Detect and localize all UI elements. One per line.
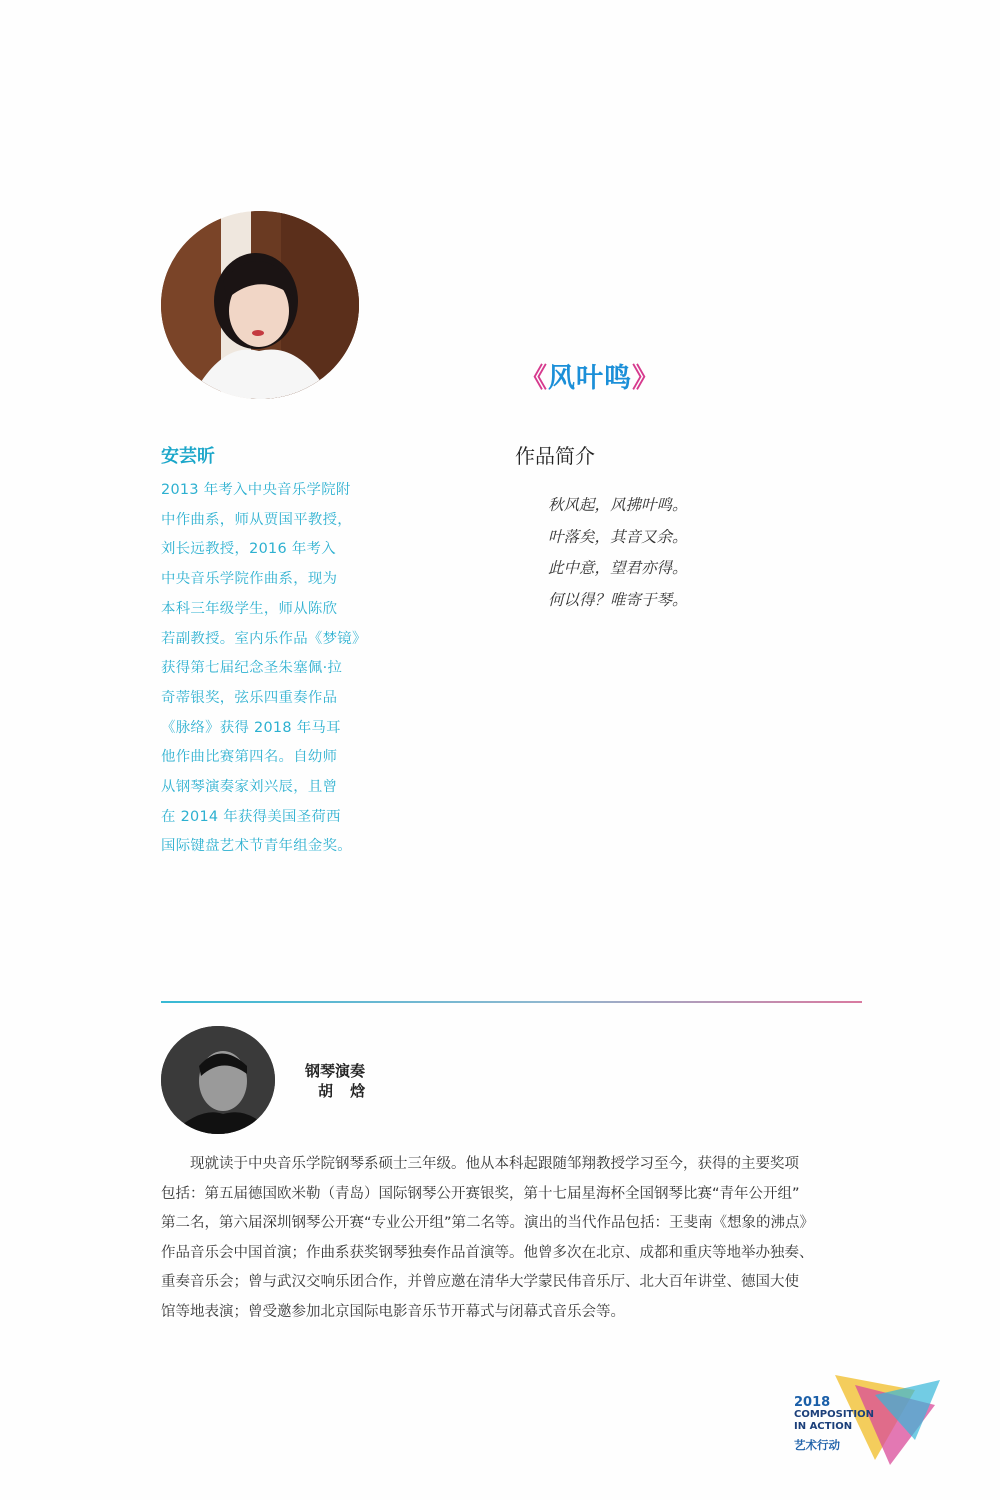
logo-year: 2018 — [794, 1395, 831, 1410]
composer-bio-line: 刘长远教授，2016 年考入 — [161, 541, 336, 558]
section-divider — [161, 1001, 862, 1003]
work-title-close-quote: 》 — [632, 363, 660, 394]
work-title-open-quote: 《 — [520, 363, 548, 394]
performer-bio-line: 重奏音乐会；曾与武汉交响乐团合作，并曾应邀在清华大学蒙民伟音乐厅、北大百年讲堂、德国大使 — [161, 1274, 799, 1291]
performer-photo — [161, 1026, 275, 1134]
composer-bio-line: 本科三年级学生，师从陈欣 — [161, 600, 338, 617]
poem-line: 何以得？唯寄于琴。 — [548, 590, 688, 609]
composer-bio-line: 2013 年考入中央音乐学院附 — [161, 482, 351, 498]
composer-photo-image — [161, 211, 359, 399]
composer-bio-line: 奇蒂银奖，弦乐四重奏作品 — [161, 689, 338, 706]
performer-role: 钢琴演奏 — [305, 1062, 366, 1080]
logo-text-line2: IN ACTION — [794, 1421, 853, 1432]
section-heading: 作品简介 — [515, 444, 595, 468]
logo-text-cn: 艺术行动 — [794, 1438, 840, 1452]
performer-bio-line: 包括：第五届德国欧米勒（青岛）国际钢琴公开赛银奖，第十七届星海杯全国钢琴比赛“青年公开组” — [161, 1185, 800, 1202]
work-title — [520, 356, 660, 395]
logo-text-line1: COMPOSITION — [794, 1409, 874, 1420]
performer-bio-line: 作品音乐会中国首演；作曲系获奖钢琴独奏作品首演等。他曾多次在北京、成都和重庆等地举办独奏、 — [161, 1244, 814, 1261]
composer-bio-line: 中央音乐学院作曲系，现为 — [161, 571, 338, 588]
performer-bio — [161, 1150, 866, 1328]
composer-name: 安芸昕 — [161, 446, 215, 467]
composer-bio-line: 他作曲比赛第四名。自幼师 — [161, 749, 338, 766]
poem — [548, 490, 688, 616]
poem-line: 此中意，望君亦得。 — [548, 559, 688, 577]
composer-bio-line: 中作曲系，师从贾国平教授， — [161, 511, 352, 528]
composer-bio-line: 获得第七届纪念圣朱塞佩·拉 — [161, 660, 343, 677]
performer-photo-image — [161, 1026, 275, 1134]
composer-bio-line: 若副教授。室内乐作品《梦镜》 — [161, 630, 367, 647]
composer-bio-line: 在 2014 年获得美国圣荷西 — [161, 808, 341, 825]
work-title-text: 风叶鸣 — [548, 363, 632, 394]
poem-line: 叶落矣，其音又余。 — [548, 527, 688, 546]
composer-bio — [161, 476, 367, 862]
composer-bio-line: 从钢琴演奏家刘兴辰，且曾 — [161, 779, 338, 796]
composer-bio-line: 《脉络》获得 2018 年马耳 — [161, 719, 341, 736]
performer-name: 胡 焓 — [318, 1082, 372, 1100]
composer-bio-line: 国际键盘艺术节青年组金奖。 — [161, 838, 352, 855]
poem-line: 秋风起，风拂叶鸣。 — [548, 496, 688, 514]
performer-bio-line: 第二名，第六届深圳钢琴公开赛“专业公开组”第二名等。演出的当代作品包括：王斐南《想象的沸点》 — [161, 1215, 815, 1232]
performer-bio-line: 现就读于中央音乐学院钢琴系硕士三年级。他从本科起跟随邹翔教授学习至今，获得的主要奖项 — [161, 1156, 799, 1172]
performer-bio-line: 馆等地表演；曾受邀参加北京国际电影音乐节开幕式与闭幕式音乐会等。 — [161, 1303, 625, 1320]
composer-photo — [161, 211, 359, 399]
